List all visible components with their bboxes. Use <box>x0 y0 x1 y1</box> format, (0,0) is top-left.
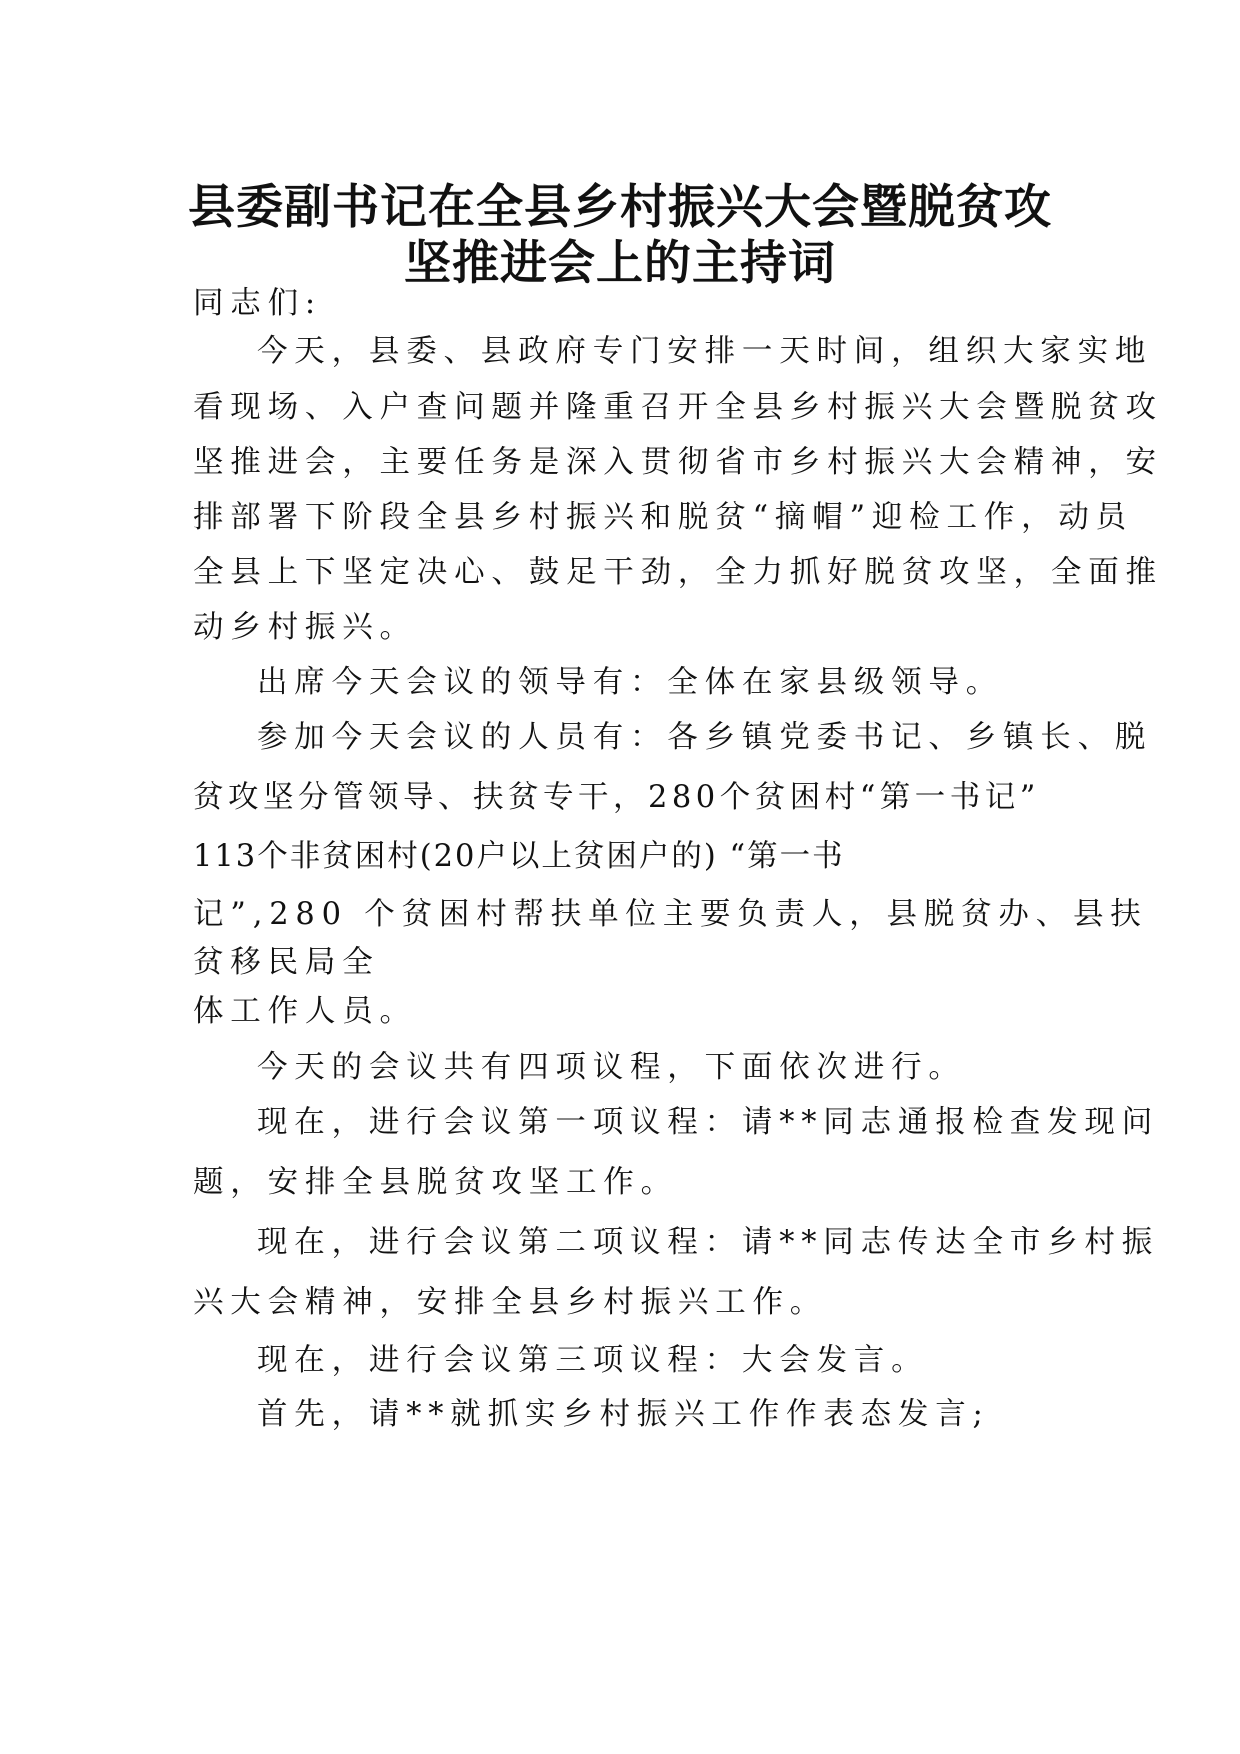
document-title <box>150 180 1090 292</box>
paragraph-line: 坚推进会，主要任务是深入贯彻省市乡村振兴大会精神，安 <box>193 445 1163 480</box>
paragraph-line: 排部署下阶段全县乡村振兴和脱贫“摘帽”迎检工作，动员 <box>193 500 1133 535</box>
salutation: 同志们: <box>193 286 322 321</box>
paragraph-line: 看现场、入户查问题并隆重召开全县乡村振兴大会暨脱贫攻 <box>193 390 1163 425</box>
paragraph-line: 今天，县委、县政府专门安排一天时间，组织大家实地 <box>257 334 1153 369</box>
title-line-1: 县委副书记在全县乡村振兴大会暨脱贫攻 <box>188 180 1052 235</box>
paragraph-line: 动乡村振兴。 <box>193 610 417 645</box>
paragraph-line: 兴大会精神，安排全县乡村振兴工作。 <box>193 1285 828 1320</box>
paragraph-line: 首先，请**就抓实乡村振兴工作作表态发言; <box>257 1397 990 1432</box>
paragraph-line: 今天的会议共有四项议程，下面依次进行。 <box>257 1050 966 1085</box>
paragraph-line: 现在，进行会议第一项议程：请**同志通报检查发现问 <box>257 1105 1159 1140</box>
paragraph-line: 题，安排全县脱贫攻坚工作。 <box>193 1165 678 1200</box>
paragraph-line: 记”,280 个贫困村帮扶单位主要负责人，县脱贫办、县扶 <box>193 897 1148 932</box>
paragraph-line: 现在，进行会议第三项议程：大会发言。 <box>257 1343 929 1378</box>
paragraph-line: 现在，进行会议第二项议程：请**同志传达全市乡村振 <box>257 1225 1159 1260</box>
paragraph-line: 贫移民局全 <box>193 945 380 980</box>
paragraph-line: 全县上下坚定决心、鼓足干劲，全力抓好脱贫攻坚，全面推 <box>193 555 1163 590</box>
paragraph-line: 113个非贫困村(20户以上贫困户的) “第一书 <box>193 839 845 874</box>
title-line-2: 坚推进会上的主持词 <box>404 236 836 291</box>
paragraph-line: 参加今天会议的人员有：各乡镇党委书记、乡镇长、脱 <box>257 720 1153 755</box>
paragraph-line: 贫攻坚分管领导、扶贫专干，280个贫困村“第一书记” <box>193 780 1040 815</box>
paragraph-line: 出席今天会议的领导有：全体在家县级领导。 <box>257 665 1003 700</box>
paragraph-line: 体工作人员。 <box>193 994 417 1029</box>
